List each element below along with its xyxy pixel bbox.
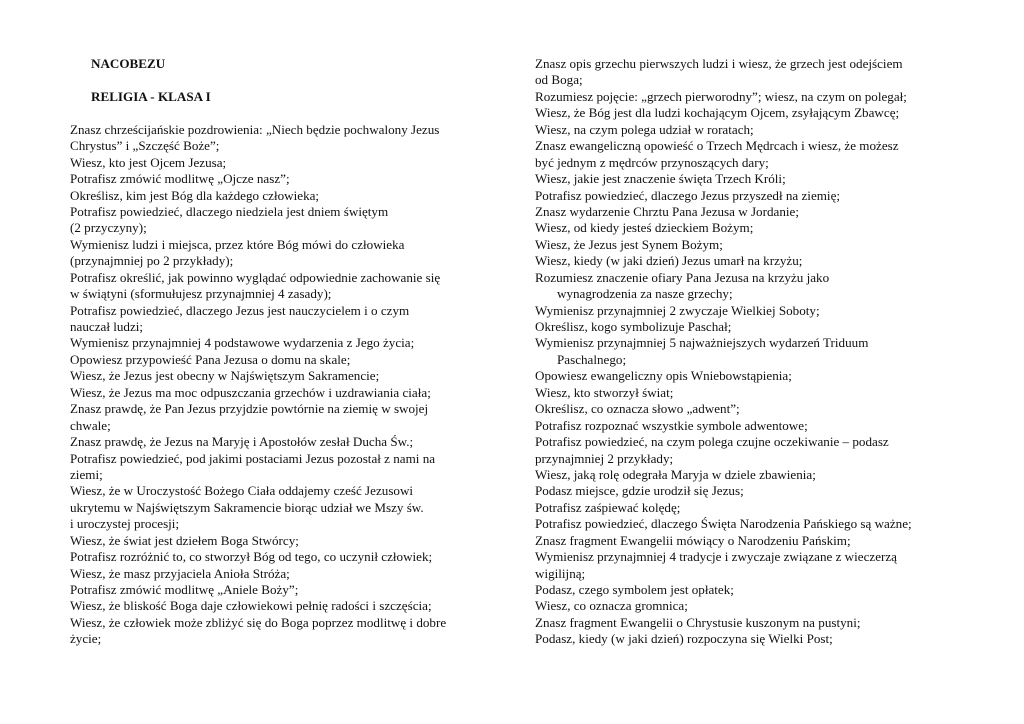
text-line: Potrafisz rozpoznać wszystkie symbole adwentowe;: [535, 417, 808, 433]
text-line: Rozumiesz pojęcie: „grzech pierworodny”; wiesz, na czym on polegał;: [535, 88, 907, 104]
text-line: Potrafisz powiedzieć, dlaczego Jezus przyszedł na ziemię;: [535, 187, 841, 203]
text-line: Znasz ewangeliczną opowieść o Trzech Mędrcach i wiesz, że możesz: [535, 138, 899, 154]
text-line: Wiesz, że Jezus jest obecny w Najświętszym Sakramencie;: [70, 368, 380, 384]
text-line: Opowiesz przypowieść Pana Jezusa o domu na skale;: [70, 351, 351, 367]
text-line: Wiesz, że Jezus jest Synem Bożym;: [535, 236, 723, 252]
text-line: Wiesz, co oznacza gromnica;: [535, 598, 688, 614]
text-line: Potrafisz powiedzieć, pod jakimi postaciami Jezus pozostał z nami na: [70, 450, 436, 466]
text-line: Wymienisz przynajmniej 4 podstawowe wydarzenia z Jego życia;: [70, 335, 415, 351]
text-line: Podasz, czego symbolem jest opłatek;: [535, 582, 734, 597]
text-line: wynagrodzenia za nasze grzechy;: [557, 286, 733, 302]
text-line: Potrafisz zmówić modlitwę „Ojcze nasz”;: [70, 171, 290, 187]
text-line: Wiesz, na czym polega udział w roratach;: [535, 121, 754, 137]
text-line: nauczał ludzi;: [70, 319, 144, 334]
text-line: Wiesz, jaką rolę odegrała Maryja w dziele zbawienia;: [535, 466, 816, 482]
text-line: być jednym z mędrców przynoszących dary;: [535, 154, 769, 170]
text-line: Potrafisz określić, jak powinno wyglądać odpowiednie zachowanie się: [70, 269, 441, 285]
text-line: Znasz fragment Ewangelii mówiący o Narodzeniu Pańskim;: [535, 532, 851, 548]
text-line: Podasz miejsce, gdzie urodził się Jezus;: [535, 483, 744, 499]
text-line: Rozumiesz znaczenie ofiary Pana Jezusa na krzyżu jako: [535, 269, 830, 285]
left-column: [70, 56, 490, 648]
text-line: Określisz, kogo symbolizuje Paschał;: [535, 319, 732, 334]
text-line: (przynajmniej po 2 przykłady);: [70, 253, 234, 269]
text-line: Wiesz, jakie jest znaczenie święta Trzech Króli;: [535, 171, 786, 187]
document-subtitle: RELIGIA - KLASA I: [91, 88, 211, 104]
text-line: Paschalnego;: [557, 351, 627, 367]
text-line: Wiesz, kiedy (w jaki dzień) Jezus umarł na krzyżu;: [535, 253, 803, 269]
text-line: Potrafisz powiedzieć, dlaczego Święta Narodzenia Pańskiego są ważne;: [535, 516, 912, 532]
text-line: ukrytemu w Najświętszym Sakramencie biorąc udział we Mszy św.: [70, 499, 424, 515]
text-line: w świątyni (sformułujesz przynajmniej 4 zasady);: [70, 286, 332, 302]
text-line: Znasz prawdę, że Jezus na Maryję i Apostołów zesłał Ducha Św.;: [70, 434, 414, 450]
text-line: Wymienisz przynajmniej 2 zwyczaje Wielkiej Soboty;: [535, 302, 820, 318]
text-line: Znasz prawdę, że Pan Jezus przyjdzie powtórnie na ziemię w swojej: [70, 401, 429, 417]
text-line: i uroczystej procesji;: [70, 516, 180, 532]
right-column: [535, 56, 965, 648]
text-line: Wymienisz przynajmniej 5 najważniejszych wydarzeń Triduum: [535, 335, 869, 351]
text-line: Znasz opis grzechu pierwszych ludzi i wiesz, że grzech jest odejściem: [535, 56, 903, 71]
text-line: ziemi;: [70, 466, 103, 482]
text-line: Potrafisz powiedzieć, dlaczego niedziela jest dniem świętym: [70, 203, 389, 219]
text-line: od Boga;: [535, 72, 583, 88]
text-line: Znasz fragment Ewangelii o Chrystusie kuszonym na pustyni;: [535, 614, 861, 630]
text-line: chwale;: [70, 417, 111, 433]
text-line: Wiesz, że masz przyjaciela Anioła Stróża;: [70, 565, 290, 581]
text-line: Wiesz, że świat jest dziełem Boga Stwórcy;: [70, 532, 299, 548]
text-line: Wiesz, od kiedy jesteś dzieckiem Bożym;: [535, 220, 754, 236]
text-line: Chrystus” i „Szczęść Boże”;: [70, 138, 220, 154]
text-line: Potrafisz powiedzieć, dlaczego Jezus jest nauczycielem i o czym: [70, 302, 410, 318]
text-line: Wiesz, że Bóg jest dla ludzi kochającym Ojcem, zsyłającym Zbawcę;: [535, 105, 900, 121]
text-line: Podasz, kiedy (w jaki dzień) rozpoczyna się Wielki Post;: [535, 631, 833, 647]
text-line: Znasz wydarzenie Chrztu Pana Jezusa w Jordanie;: [535, 203, 799, 219]
text-line: Określisz, kim jest Bóg dla każdego człowieka;: [70, 187, 320, 203]
text-line: Opowiesz ewangeliczny opis Wniebowstąpienia;: [535, 368, 792, 384]
text-line: Wymienisz przynajmniej 4 tradycje i zwyczaje związane z wieczerzą: [535, 549, 897, 565]
text-line: Wymienisz ludzi i miejsca, przez które Bóg mówi do człowieka: [70, 236, 405, 252]
text-line: Wiesz, kto stworzył świat;: [535, 384, 674, 400]
text-line: Potrafisz rozróżnić to, co stworzył Bóg od tego, co uczynił człowiek;: [70, 549, 433, 565]
text-line: Wiesz, kto jest Ojcem Jezusa;: [70, 154, 227, 170]
text-line: Określisz, co oznacza słowo „adwent”;: [535, 401, 740, 417]
text-line: Potrafisz zmówić modlitwę „Aniele Boży”;: [70, 582, 299, 597]
text-line: Potrafisz powiedzieć, na czym polega czujne oczekiwanie – podasz: [535, 434, 889, 450]
text-line: Wiesz, że bliskość Boga daje człowiekowi pełnię radości i szczęścia;: [70, 598, 432, 614]
text-line: Wiesz, że Jezus ma moc odpuszczania grzechów i uzdrawiania ciała;: [70, 384, 431, 400]
text-line: Potrafisz zaśpiewać kolędę;: [535, 499, 681, 515]
text-line: przynajmniej 2 przykłady;: [535, 450, 674, 466]
text-line: wigilijną;: [535, 565, 586, 581]
text-line: życie;: [70, 631, 102, 647]
text-line: Znasz chrześcijańskie pozdrowienia: „Niech będzie pochwalony Jezus: [70, 121, 440, 137]
text-line: (2 przyczyny);: [70, 220, 147, 236]
text-line: Wiesz, że w Uroczystość Bożego Ciała oddajemy cześć Jezusowi: [70, 483, 414, 499]
document-title: NACOBEZU: [91, 56, 166, 71]
text-line: Wiesz, że człowiek może zbliżyć się do Boga poprzez modlitwę i dobre: [70, 614, 447, 630]
